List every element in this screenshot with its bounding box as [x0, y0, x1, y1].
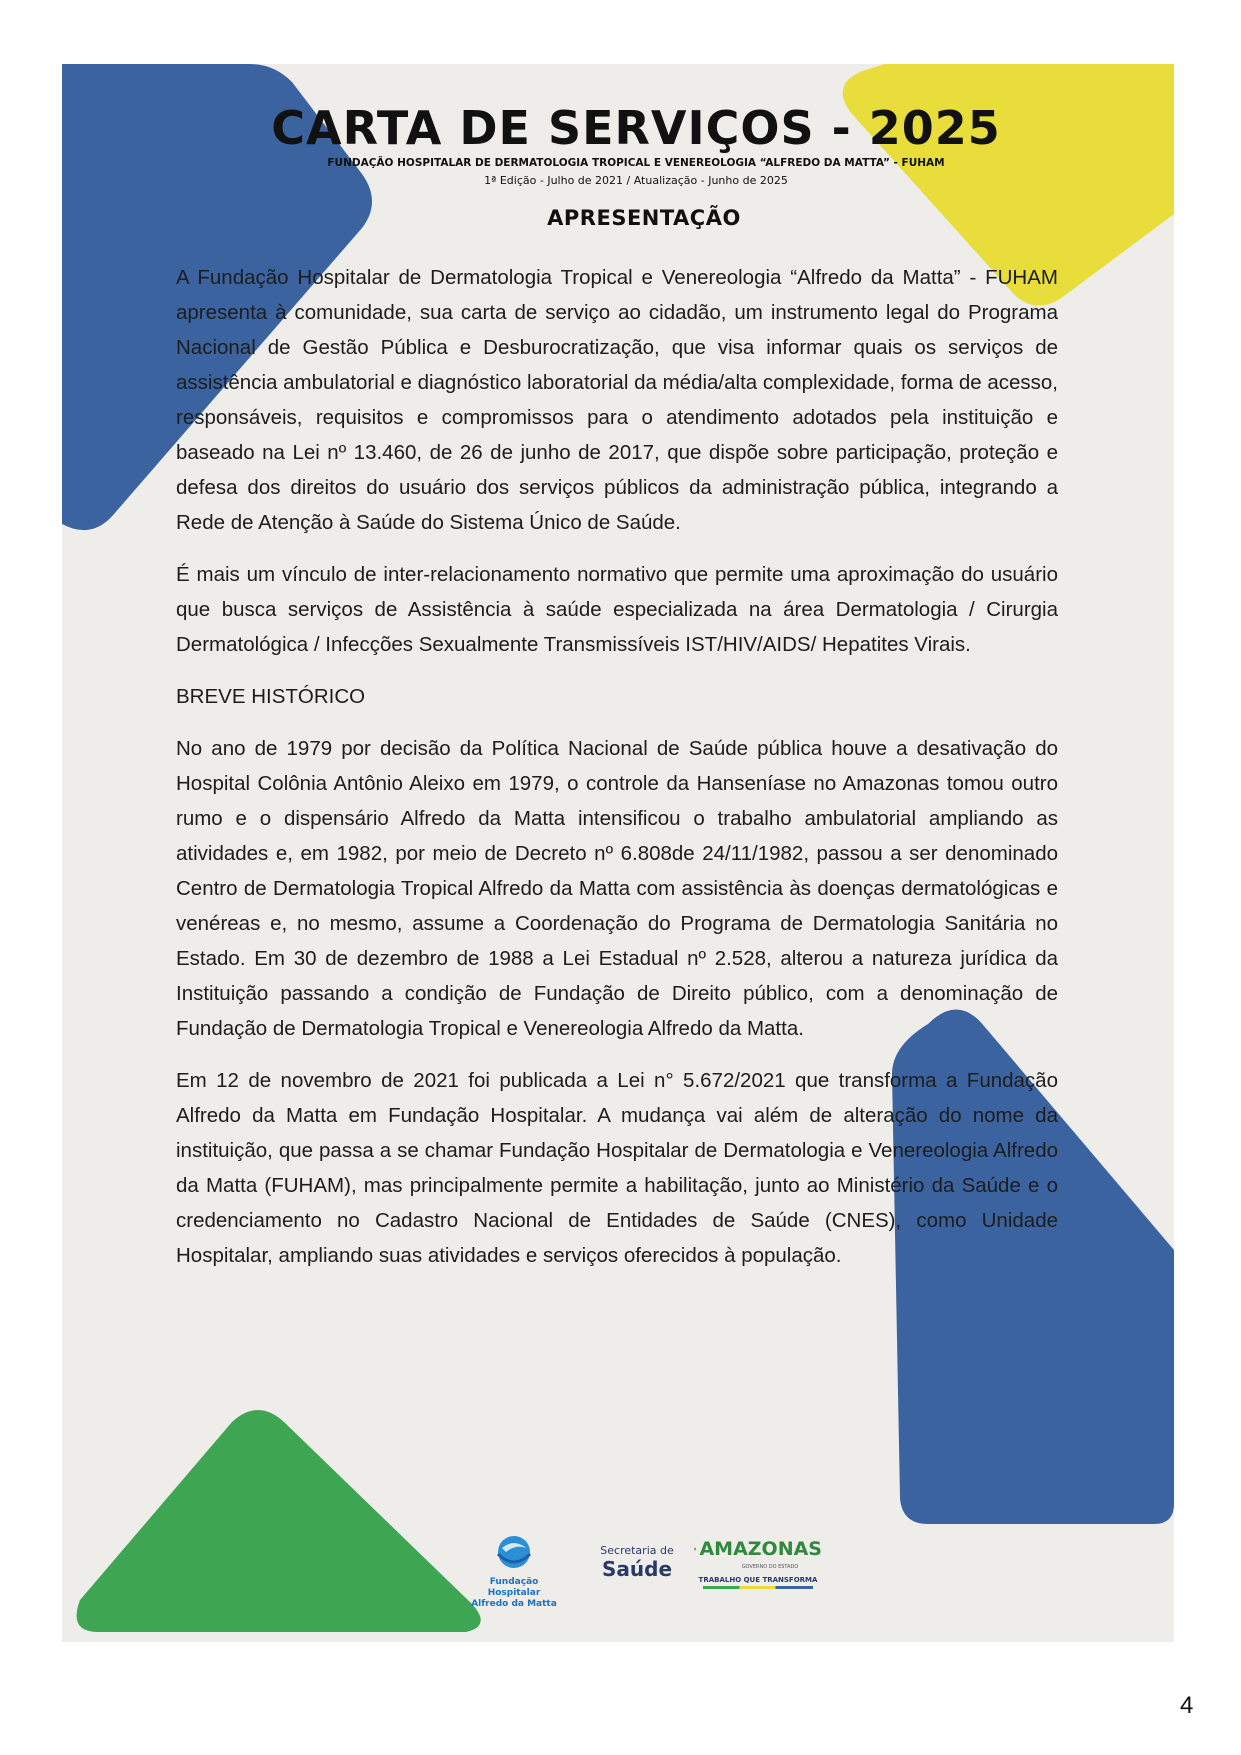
fuham-logo-text: Fundação Hospitalar Alfredo da Matta: [471, 1577, 557, 1609]
fuham-logo: [462, 1532, 566, 1610]
globe-icon: [492, 1532, 536, 1572]
body-text: [176, 260, 1058, 1290]
page-title: CARTA DE SERVIÇOS - 2025: [271, 101, 1001, 155]
decorative-green-triangle-bottom-left: [62, 1404, 482, 1642]
paragraph-history: No ano de 1979 por decisão da Política Nacional de Saúde pública houve a desativação do Hospital Colônia Antônio Aleixo em 1979, o controle da Hanseníase no Amazonas tomou outro rumo e o dispensário Alfredo da Matta intensificou o trabalho ambulatorial ampliando as atividades e, em 1982, por meio de Decreto nº 6.808de 24/11/1982, passou a ser denominado Centro de Dermatologia Tropical Alfredo da Matta com assistência às doenças dermatológicas e venéreas e, no mesmo, assume a Coordenação do Programa de Dermatologia Sanitária no Estado. Em 30 de dezembro de 1988 a Lei Estadual nº 2.528, alterou a natureza jurídica da Instituição passando a condição de Fundação de Direito público, com a denominação de Fundação de Dermatologia Tropical e Venereologia Alfredo da Matta.: [176, 737, 1058, 1040]
saude-logo-top: Secretaria de: [600, 1544, 674, 1557]
document-page: [62, 64, 1174, 1642]
edition-line: 1ª Edição - Julho de 2021 / Atualização - Junho de 2025: [484, 174, 788, 187]
page-subtitle: FUNDAÇÃO HOSPITALAR DE DERMATOLOGIA TROPICAL E VENEREOLOGIA “ALFREDO DA MATTA” - FUHAM: [327, 157, 945, 169]
paragraph-link: É mais um vínculo de inter-relacionamento normativo que permite uma aproximação do usuário que busca serviços de Assistência à saúde especializada na área Dermatologia / Cirurgia Dermatológica / Infecções Sexualmente Transmissíveis IST/HIV/AIDS/ Hepatites Virais.: [176, 563, 1058, 656]
color-stripe: [703, 1586, 813, 1589]
amazonas-logo-small: GOVERNO DO ESTADO: [741, 1564, 799, 1570]
heading-breve-historico: BREVE HISTÓRICO: [176, 685, 366, 708]
paragraph-law: Em 12 de novembro de 2021 foi publicada a Lei n° 5.672/2021 que transforma a Fundação Alfredo da Matta em Fundação Hospitalar. A mudança vai além de alteração do nome da instituição, que passa a se chamar Fundação Hospitalar de Dermatologia e Venereologia Alfredo da Matta (FUHAM), mas principalmente permite a habilitação, junto ao Ministério da Saúde e o credenciamento no Cadastro Nacional de Entidades de Saúde (CNES), como Unidade Hospitalar, ampliando suas atividades e serviços oferecidos à população.: [176, 1069, 1058, 1267]
footer-logos: [462, 1532, 822, 1612]
amazonas-logo: [694, 1534, 822, 1589]
amazonas-logo-text: AMAZONAS: [699, 1538, 822, 1560]
amazonas-slogan: TRABALHO QUE TRANSFORMA: [698, 1576, 818, 1584]
document-header: [62, 102, 1174, 188]
saude-logo-bottom: Saúde: [601, 1557, 673, 1581]
page-number: 4: [1180, 1692, 1194, 1719]
coat-of-arms-icon: [694, 1534, 696, 1564]
saude-logo: [592, 1544, 682, 1580]
paragraph-presentation: A Fundação Hospitalar de Dermatologia Tropical e Venereologia “Alfredo da Matta” - FUHAM apresenta à comunidade, sua carta de serviço ao cidadão, um instrumento legal do Programa Nacional de Gestão Pública e Desburocratização, que visa informar quais os serviços de assistência ambulatorial e diagnóstico laboratorial da média/alta complexidade, forma de acesso, responsáveis, requisitos e compromissos para o atendimento adotados pela instituição e baseado na Lei nº 13.460, de 26 de junho de 2017, que dispõe sobre participação, proteção e defesa dos direitos do usuário dos serviços públicos da administração pública, integrando a Rede de Atenção à Saúde do Sistema Único de Saúde.: [176, 266, 1058, 534]
section-title: APRESENTAÇÃO: [547, 206, 741, 230]
